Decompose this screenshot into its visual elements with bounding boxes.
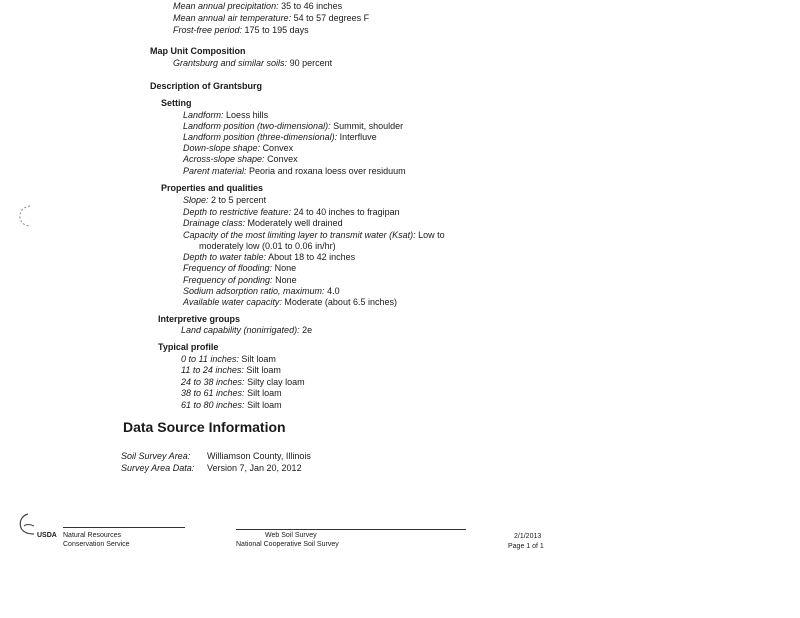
property-drainage-class: Drainage class: Moderately well drained — [183, 218, 343, 228]
profile-row: 61 to 80 inches: Silt loam — [181, 400, 282, 410]
interpretive-heading: Interpretive groups — [158, 314, 241, 324]
description-heading: Description of Grantsburg — [150, 81, 263, 91]
profile-row: 38 to 61 inches: Silt loam — [181, 388, 282, 398]
data-source-row: Soil Survey Area: Williamson County, Illinois — [121, 451, 311, 461]
climate-air-temperature: Mean annual air temperature: 54 to 57 degrees F — [173, 13, 370, 23]
setting-down-slope: Down-slope shape: Convex — [183, 143, 294, 153]
setting-parent-material: Parent material: Peoria and roxana loess over residuum — [183, 166, 406, 176]
agency-line-2: Conservation Service — [63, 541, 130, 548]
profile-row: 11 to 24 inches: Silt loam — [181, 365, 281, 375]
property-restrictive-depth: Depth to restrictive feature: 24 to 40 inches to fragipan — [183, 207, 400, 217]
data-source-heading: Data Source Information — [123, 419, 286, 435]
typical-profile-heading: Typical profile — [158, 342, 219, 352]
properties-heading: Properties and qualities — [161, 183, 264, 193]
setting-position-3d: Landform position (three-dimensional): Interfluve — [183, 132, 377, 142]
center-line-1: Web Soil Survey — [265, 532, 317, 539]
interpretive-land-capability: Land capability (nonirrigated): 2e — [181, 325, 313, 335]
setting-landform: Landform: Loess hills — [183, 110, 269, 120]
property-sodium-ratio: Sodium adsorption ratio, maximum: 4.0 — [183, 286, 340, 296]
data-source-row: Survey Area Data: Version 7, Jan 20, 2012 — [121, 463, 302, 473]
footer-rule-center — [236, 529, 466, 530]
profile-row: 0 to 11 inches: Silt loam — [181, 354, 276, 364]
map-unit-composition-item: Grantsburg and similar soils: 90 percent — [173, 58, 333, 68]
center-line-2: National Cooperative Soil Survey — [236, 541, 339, 548]
profile-row: 24 to 38 inches: Silty clay loam — [181, 377, 305, 387]
property-ksat: Capacity of the most limiting layer to transmit water (Ksat): Low to — [183, 230, 445, 240]
agency-line-1: Natural Resources — [63, 532, 121, 539]
property-ponding: Frequency of ponding: None — [183, 275, 297, 285]
property-water-capacity: Available water capacity: Moderate (about 6.5 inches) — [183, 297, 397, 307]
usda-label: USDA — [37, 532, 57, 539]
property-ksat-continued: moderately low (0.01 to 0.06 in/hr) — [199, 241, 336, 251]
property-flooding: Frequency of flooding: None — [183, 263, 297, 273]
map-unit-composition-heading: Map Unit Composition — [150, 46, 246, 56]
setting-heading: Setting — [161, 98, 192, 108]
property-slope: Slope: 2 to 5 percent — [183, 195, 267, 205]
climate-precipitation: Mean annual precipitation: 35 to 46 inches — [173, 1, 343, 11]
setting-across-slope: Across-slope shape: Convex — [183, 154, 298, 164]
footer-date: 2/1/2013 — [514, 533, 542, 540]
footer-page-number: Page 1 of 1 — [508, 543, 544, 550]
footer-rule-left — [63, 527, 185, 528]
punch-mark-icon — [16, 204, 36, 228]
climate-frost-free: Frost-free period: 175 to 195 days — [173, 25, 309, 35]
property-water-table: Depth to water table: About 18 to 42 inches — [183, 252, 356, 262]
setting-position-2d: Landform position (two-dimensional): Summit, shoulder — [183, 121, 404, 131]
